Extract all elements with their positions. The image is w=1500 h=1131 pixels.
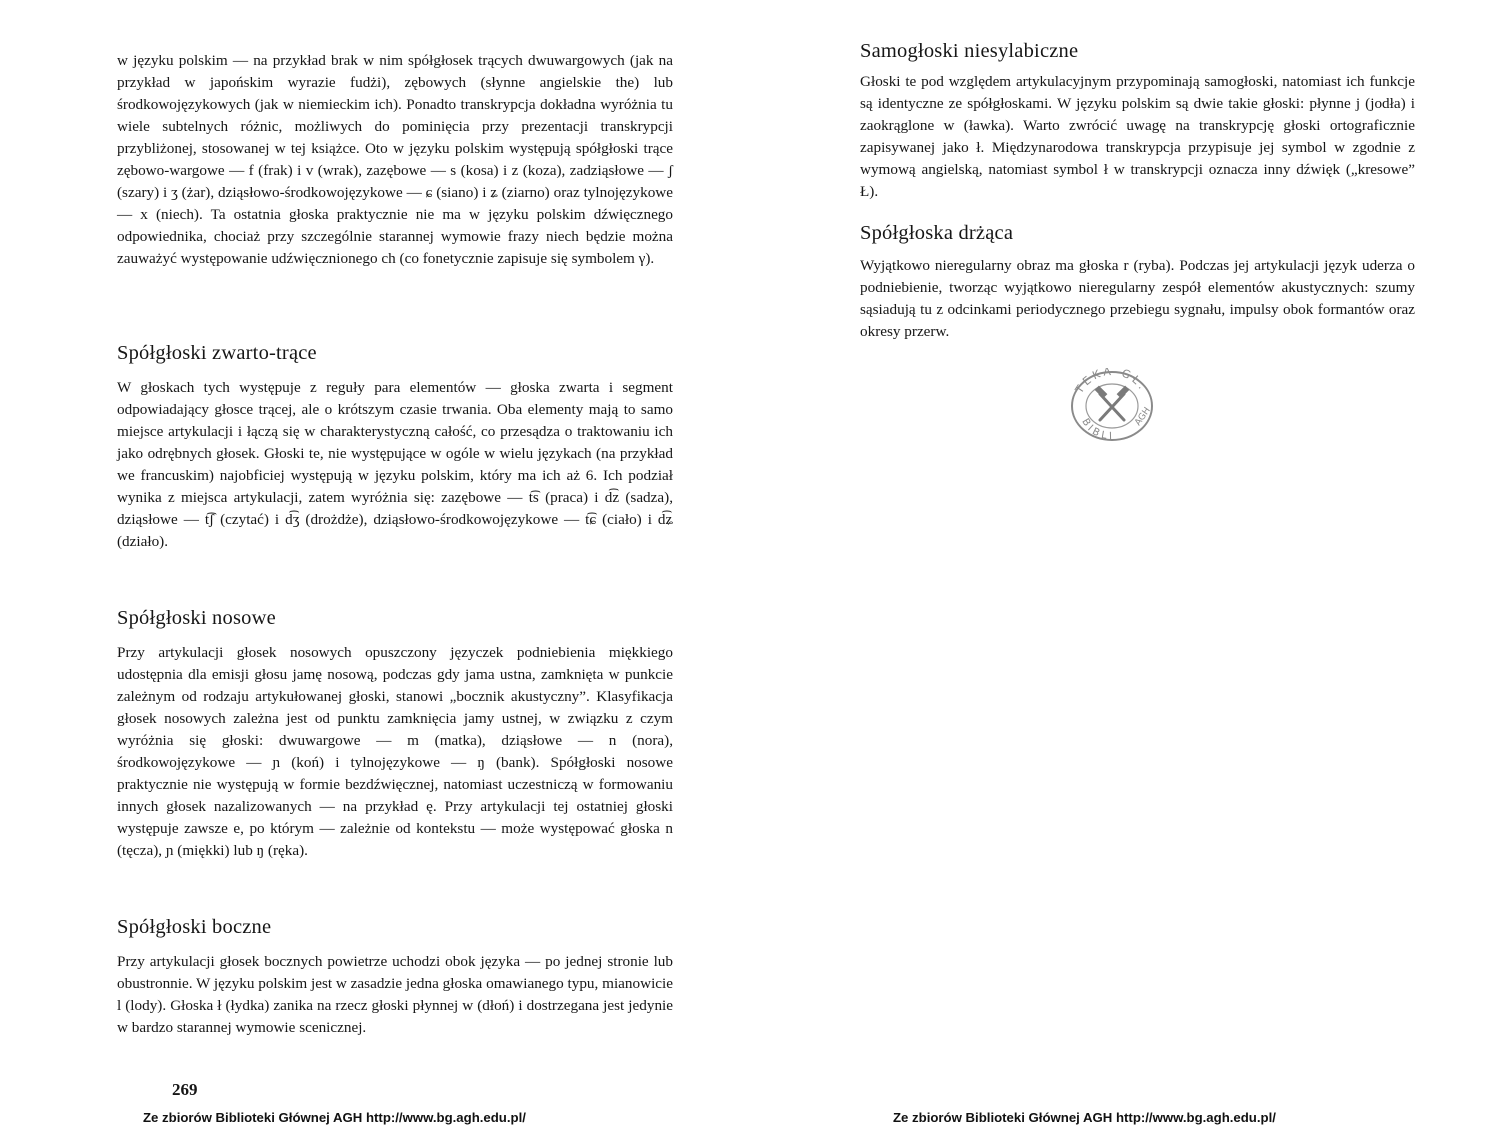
footer-left-source: Ze zbiorów Biblioteki Głównej AGH http://www.bg.agh.edu.pl/ (143, 1110, 526, 1125)
svg-text:TEKA GŁ.: TEKA GŁ. (1072, 368, 1150, 396)
heading-semivowels: Samogłoski niesylabiczne (860, 40, 1079, 62)
page-number: 269 (172, 1080, 198, 1099)
svg-text:AGH: AGH (1133, 405, 1153, 428)
paragraph-nasals: Przy artykulacji głosek nosowych opuszczony języczek podniebienia miękkiego udostępnia dla emisji głosu jamę nosową, podczas gdy jama ustna, zamknięta w punkcie zależnym od rodzaju artykułowanej głoski, stanowi „bocznik akustyczny”. Klasyfikacja głosek nosowych zależna jest od punktu zamknięcia jamy ustnej, w związku z czym wyróżnia się głoski: dwuwargowe — m (matka), dziąsłowe — n (nora), środkowojęzykowe — ɲ (koń) i tylnojęzykowe — ŋ (bank). Spółgłoski nosowe praktycznie nie występują w formie bezdźwięcznej, natomiast uczestniczą w formowaniu innych głosek nazalizowanych — na przykład ę. Przy artykulacji tej ostatniej głoski występuje zawsze e, po którym — zależnie od kontekstu — może występować głoska n (tęcza), ɲ (miękki) lub ŋ (ręka). (117, 644, 673, 859)
paragraph-laterals: Przy artykulacji głosek bocznych powietrze uchodzi obok języka — po jednej stronie lub obustronnie. W języku polskim jest w zasadzie jedna głoska omawianego typu, mianowicie l (lody). Głoska ł (łydka) zanika na rzecz głoski płynnej w (dłoń) i dostrzegana jest jedynie w bardzo starannej wymowie scenicznej. (117, 953, 673, 1036)
svg-text:BIBLI: BIBLI (1079, 416, 1116, 443)
heading-trill: Spółgłoska drżąca (860, 222, 1014, 244)
heading-laterals: Spółgłoski boczne (117, 916, 272, 938)
intro-paragraph: w języku polskim — na przykład brak w nim spółgłosek trących dwuwargowych (jak na przykład w japońskim wyrazie fudżi), zębowych (słynne angielskie the) lub środkowojęzykowych (jak w niemieckim ich). Ponadto transkrypcja dokładna wyróżnia tu wiele subtelnych różnic, możliwych do pominięcia przy prezentacji transkrypcji przybliżonej, stosowanej w tej książce. Oto w języku polskim występują spółgłoski trące zębowo-wargowe — f (frak) i v (wrak), zazębowe — s (kosa) i z (koza), zadziąsłowe — ʃ (szary) i ʒ (żar), dziąsłowo-środkowojęzykowe — ɕ (siano) i ʑ (ziarno) oraz tylnojęzykowe — x (niech). Ta ostatnia głoska praktycznie nie ma w języku polskim dźwięcznego odpowiednika, chociaż przy szczególnie starannej wymowie frazy niech będzie można zauważyć występowanie udźwięcznionego ch (co fonetycznie zapisuje się symbolem γ). (117, 52, 673, 267)
heading-affricates: Spółgłoski zwarto-trące (117, 342, 317, 364)
footer-right-source: Ze zbiorów Biblioteki Głównej AGH http://www.bg.agh.edu.pl/ (893, 1110, 1276, 1125)
heading-nasals: Spółgłoski nosowe (117, 607, 276, 629)
paragraph-trill: Wyjątkowo nieregularny obraz ma głoska r (ryba). Podczas jej artykulacji język uderza o podniebienie, tworząc wyjątkowo nieregularny zespół elementów akustycznych: szumy sąsiadują tu z odcinkami periodycznego przebiegu sygnału, impulsy obok formantów oraz okresy przerw. (860, 257, 1415, 340)
library-stamp-icon (1067, 368, 1157, 444)
paragraph-semivowels: Głoski te pod względem artykulacyjnym przypominają samogłoski, natomiast ich funkcje są identyczne ze spółgłoskami. W języku polskim są dwie takie głoski: płynne j (jodła) i zaokrąglone w (ławka). Warto zwrócić uwagę na transkrypcję głoski ortograficznie zapisywanej jako ł. Międzynarodowa transkrypcja przypisuje jej symbol w zgodnie z wymową angielską, natomiast symbol ł w transkrypcji oznacza inny dźwięk („kresowe” Ł). (860, 73, 1415, 200)
paragraph-affricates: W głoskach tych występuje z reguły para elementów — głoska zwarta i segment odpowiadający głosce trącej, ale o krótszym czasie trwania. Oba elementy mają to samo miejsce artykulacji i łączą się w charakterystyczną całość, co przesądza o traktowaniu ich jako odrębnych głosek. Głoski te, nie występujące w ogóle w wielu językach (na przykład we francuskim) najobficiej występują w języku polskim, który ma ich aż 6. Ich podział wynika z miejsca artykulacji, zatem wyróżnia się: zazębowe — t͡s (praca) i d͡z (sadza), dziąsłowe — t͡ʃ (czytać) i d͡ʒ (drożdże), dziąsłowo-środkowojęzykowe — t͡ɕ (ciało) i d͡ʑ (działo). (117, 379, 673, 550)
